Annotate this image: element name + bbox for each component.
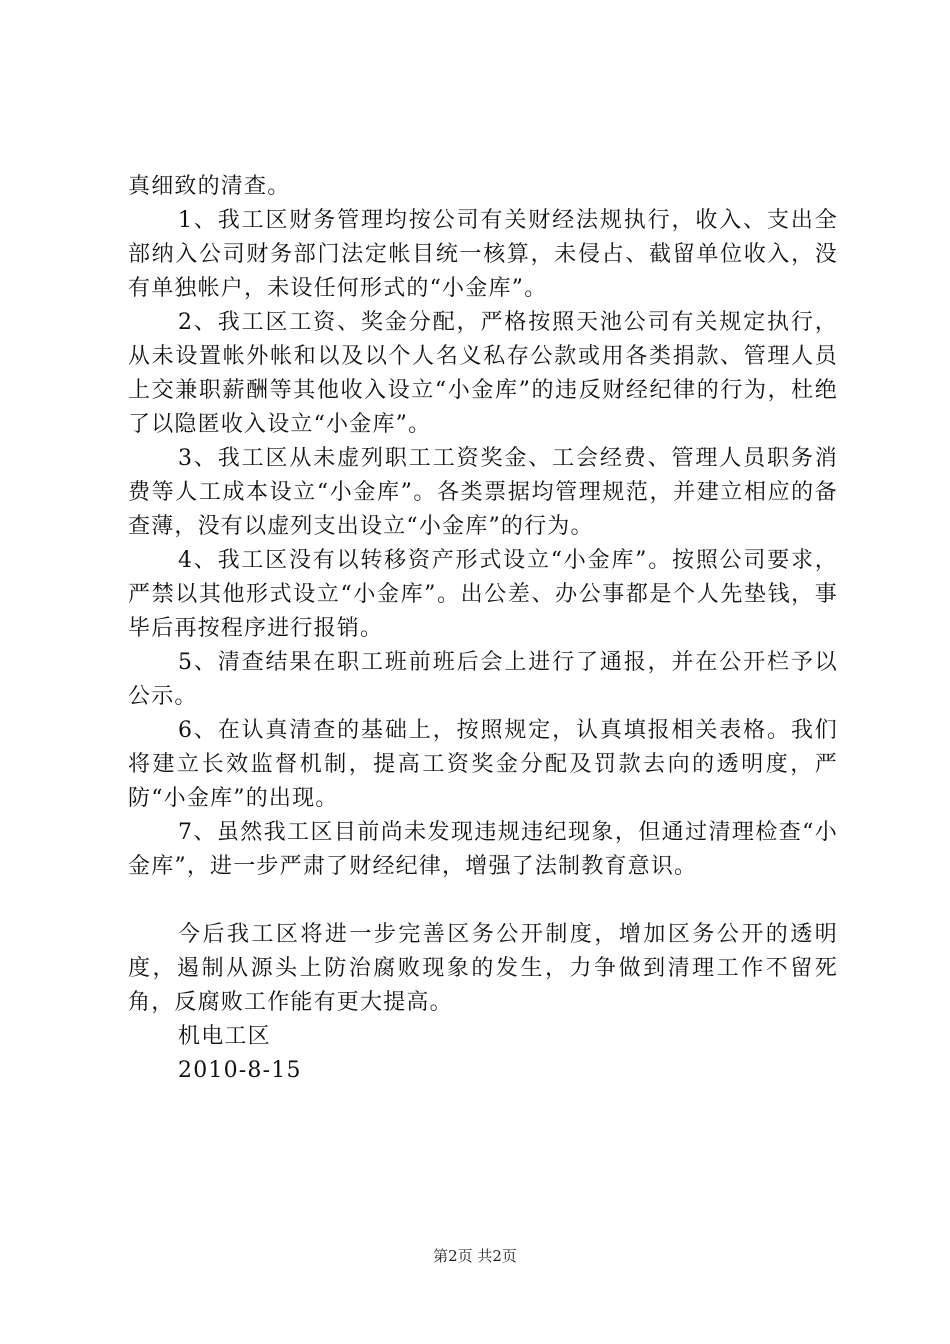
paragraph-item-4: 4、我工区没有以转移资产形式设立“小金库”。按照公司要求，严禁以其他形式设立“小金库”。出公差、办公事都是个人先垫钱，事毕后再按程序进行报销。 xyxy=(128,548,838,641)
paragraph-item-7: 7、虽然我工区目前尚未发现违规违纪现象，但通过清理检查“小金库”，进一步严肃了财经纪律，增强了法制教育意识。 xyxy=(128,820,838,879)
paragraph-item-2: 2、我工区工资、奖金分配，严格按照天池公司有关规定执行，从未设置帐外帐和以及以个人名义私存公款或用各类捐款、管理人员上交兼职薪酬等其他收入设立“小金库”的违反财经纪律的行为，杜绝了以隐匿收入设立“小金库”。 xyxy=(128,310,838,437)
paragraph-continuation: 真细致的清查。 xyxy=(128,174,291,199)
paragraph-conclusion: 今后我工区将进一步完善区务公开制度，增加区务公开的透明度，遏制从源头上防治腐败现象的发生，力争做到清理工作不留死角，反腐败工作能有更大提高。 xyxy=(128,922,838,1015)
document-date: 2010-8-15 xyxy=(178,1058,302,1083)
paragraph-item-6: 6、在认真清查的基础上，按照规定，认真填报相关表格。我们将建立长效监督机制，提高工资奖金分配及罚款去向的透明度，严防“小金库”的出现。 xyxy=(128,718,838,811)
signature: 机电工区 xyxy=(178,1024,271,1049)
paragraph-item-5: 5、清查结果在职工班前班后会上进行了通报，并在公开栏予以公示。 xyxy=(128,650,838,709)
page-footer: 第2页 共2页 xyxy=(433,1247,517,1265)
paragraph-spacer xyxy=(128,884,838,918)
document-body xyxy=(128,170,838,1088)
paragraph-item-3: 3、我工区从未虚列职工工资奖金、工会经费、管理人员职务消费等人工成本设立“小金库”。各类票据均管理规范，并建立相应的备查薄，没有以虚列支出设立“小金库”的行为。 xyxy=(128,446,838,539)
paragraph-item-1: 1、我工区财务管理均按公司有关财经法规执行，收入、支出全部纳入公司财务部门法定帐目统一核算，未侵占、截留单位收入，没有单独帐户，未设任何形式的“小金库”。 xyxy=(128,208,838,301)
